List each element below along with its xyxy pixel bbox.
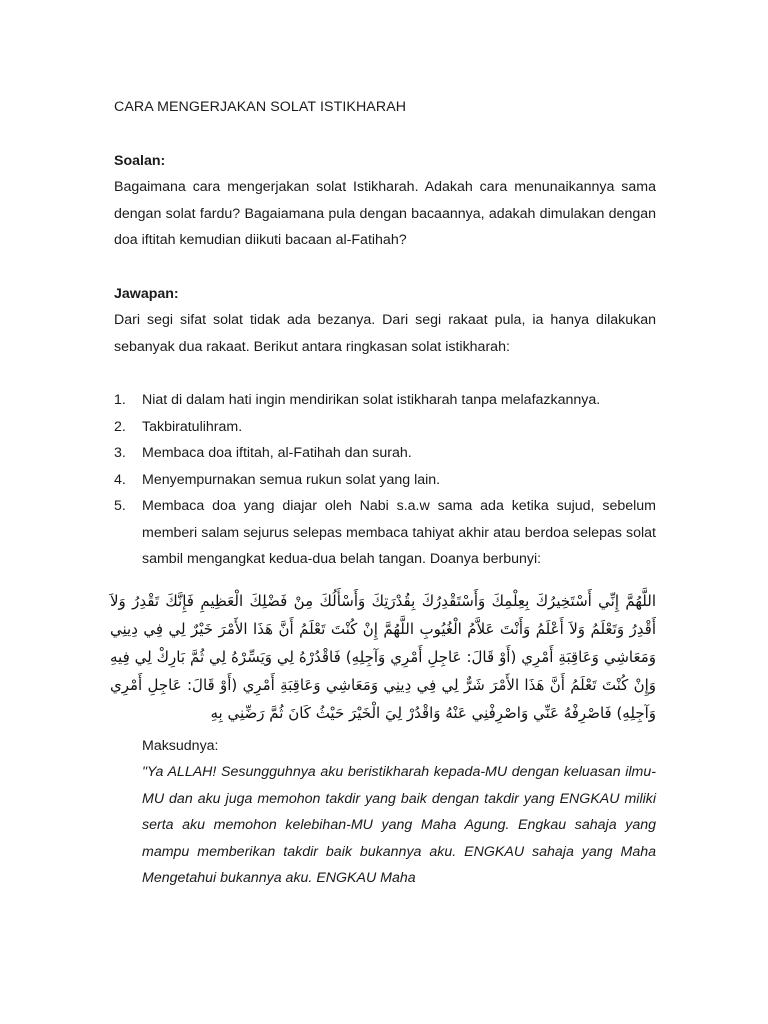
list-item	[114, 493, 656, 573]
list-item-text: Takbiratulihram.	[142, 418, 243, 435]
list-item-text: Niat di dalam hati ingin mendirikan solat istikharah tanpa melafazkannya.	[142, 392, 601, 408]
list-item-text: Membaca doa iftitah, al-Fatihah dan surah.	[142, 445, 412, 461]
list-item-number: 5.	[114, 498, 126, 514]
answer-heading: Jawapan:	[114, 285, 179, 302]
answer-intro: Dari segi sifat solat tidak ada bezanya. Dari segi rakaat pula, ia hanya dilakukan sebanyak dua rakaat. Berikut antara ringkasan solat istikharah:	[114, 312, 656, 355]
document-body	[110, 94, 656, 892]
meaning-text: "Ya ALLAH! Sesungguhnya aku beristikharah kepada-MU dengan keluasan ilmu-MU dan aku juga memohon takdir yang baik dengan takdir yang ENGKAU miliki serta aku memohon kelebihan-MU yang Maha Agung. Engkau sahaja yang mampu memberikan takdir baik bukannya aku. ENGKAU sahaja yang Maha Mengetahui bukannya aku. ENGKAU Maha	[142, 764, 656, 886]
list-item-number: 3.	[114, 445, 126, 461]
list-item	[114, 414, 656, 441]
list-item-number: 1.	[114, 392, 126, 408]
list-item-number: 2.	[114, 418, 126, 435]
list-item-text: Membaca doa yang diajar oleh Nabi s.a.w sama ada ketika sujud, sebelum memberi salam sejurus selepas membaca tahiyat akhir atau berdoa selepas solat sambil mengangkat kedua-dua belah tangan. Doanya berbunyi:	[142, 498, 656, 567]
doa-arabic-text: اللَّهُمَّ إِنِّي أَسْتَخِيرُكَ بِعِلْمِكَ وَأَسْتَقْدِرُكَ بِقُدْرَتِكَ وَأَسْأَلُكَ مِنْ فَضْلِكَ الْعَظِيمِ فَإِنَّكَ تَقْدِرُ وَلاَ أَقْدِرُ وَتَعْلَمُ وَلاَ أَعْلَمُ وَأَنْتَ عَلاَّمُ الْغُيُوبِ اللَّهُمَّ إِنْ كُنْتَ تَعْلَمُ أَنَّ هَذَا الأَمْرَ خَيْرٌ لِي فِي دِينِي وَمَعَاشِي وَعَاقِبَةِ أَمْرِي (أَوْ قَالَ: عَاجِلِ أَمْرِي وَآجِلِهِ) فَاقْدُرْهُ لِي وَيَسِّرْهُ لِي ثُمَّ بَارِكْ لِي فِيهِ وَإِنْ كُنْتَ تَعْلَمُ أَنَّ هَذَا الأَمْرَ شَرٌّ لِي فِي دِينِي وَمَعَاشِي وَعَاقِبَةِ أَمْرِي (أَوْ قَالَ: عَاجِلِ أَمْرِي وَآجِلِهِ) فَاصْرِفْهُ عَنِّي وَاصْرِفْنِي عَنْهُ وَاقْدُرْ لِيَ الْخَيْرَ حَيْثُ كَانَ ثُمَّ رَضِّنِي بِهِ	[110, 591, 656, 722]
meaning-label: Maksudnya:	[142, 737, 219, 754]
question-text: Bagaimana cara mengerjakan solat Istikharah. Adakah cara menunaikannya sama dengan solat fardu? Bagaiamana pula dengan bacaannya, adakah dimulakan dengan doa iftitah kemudian diikuti bacaan al-Fatihah?	[114, 179, 656, 248]
list-item	[114, 387, 656, 414]
steps-list	[114, 387, 656, 573]
list-item-text: Menyempurnakan semua rukun solat yang lain.	[142, 471, 441, 488]
list-item	[114, 467, 656, 494]
list-item-number: 4.	[114, 471, 126, 488]
question-heading: Soalan:	[114, 152, 166, 169]
list-item	[114, 440, 656, 467]
paragraph-gap	[114, 360, 656, 387]
document-title: CARA MENGERJAKAN SOLAT ISTIKHARAH	[114, 99, 407, 115]
